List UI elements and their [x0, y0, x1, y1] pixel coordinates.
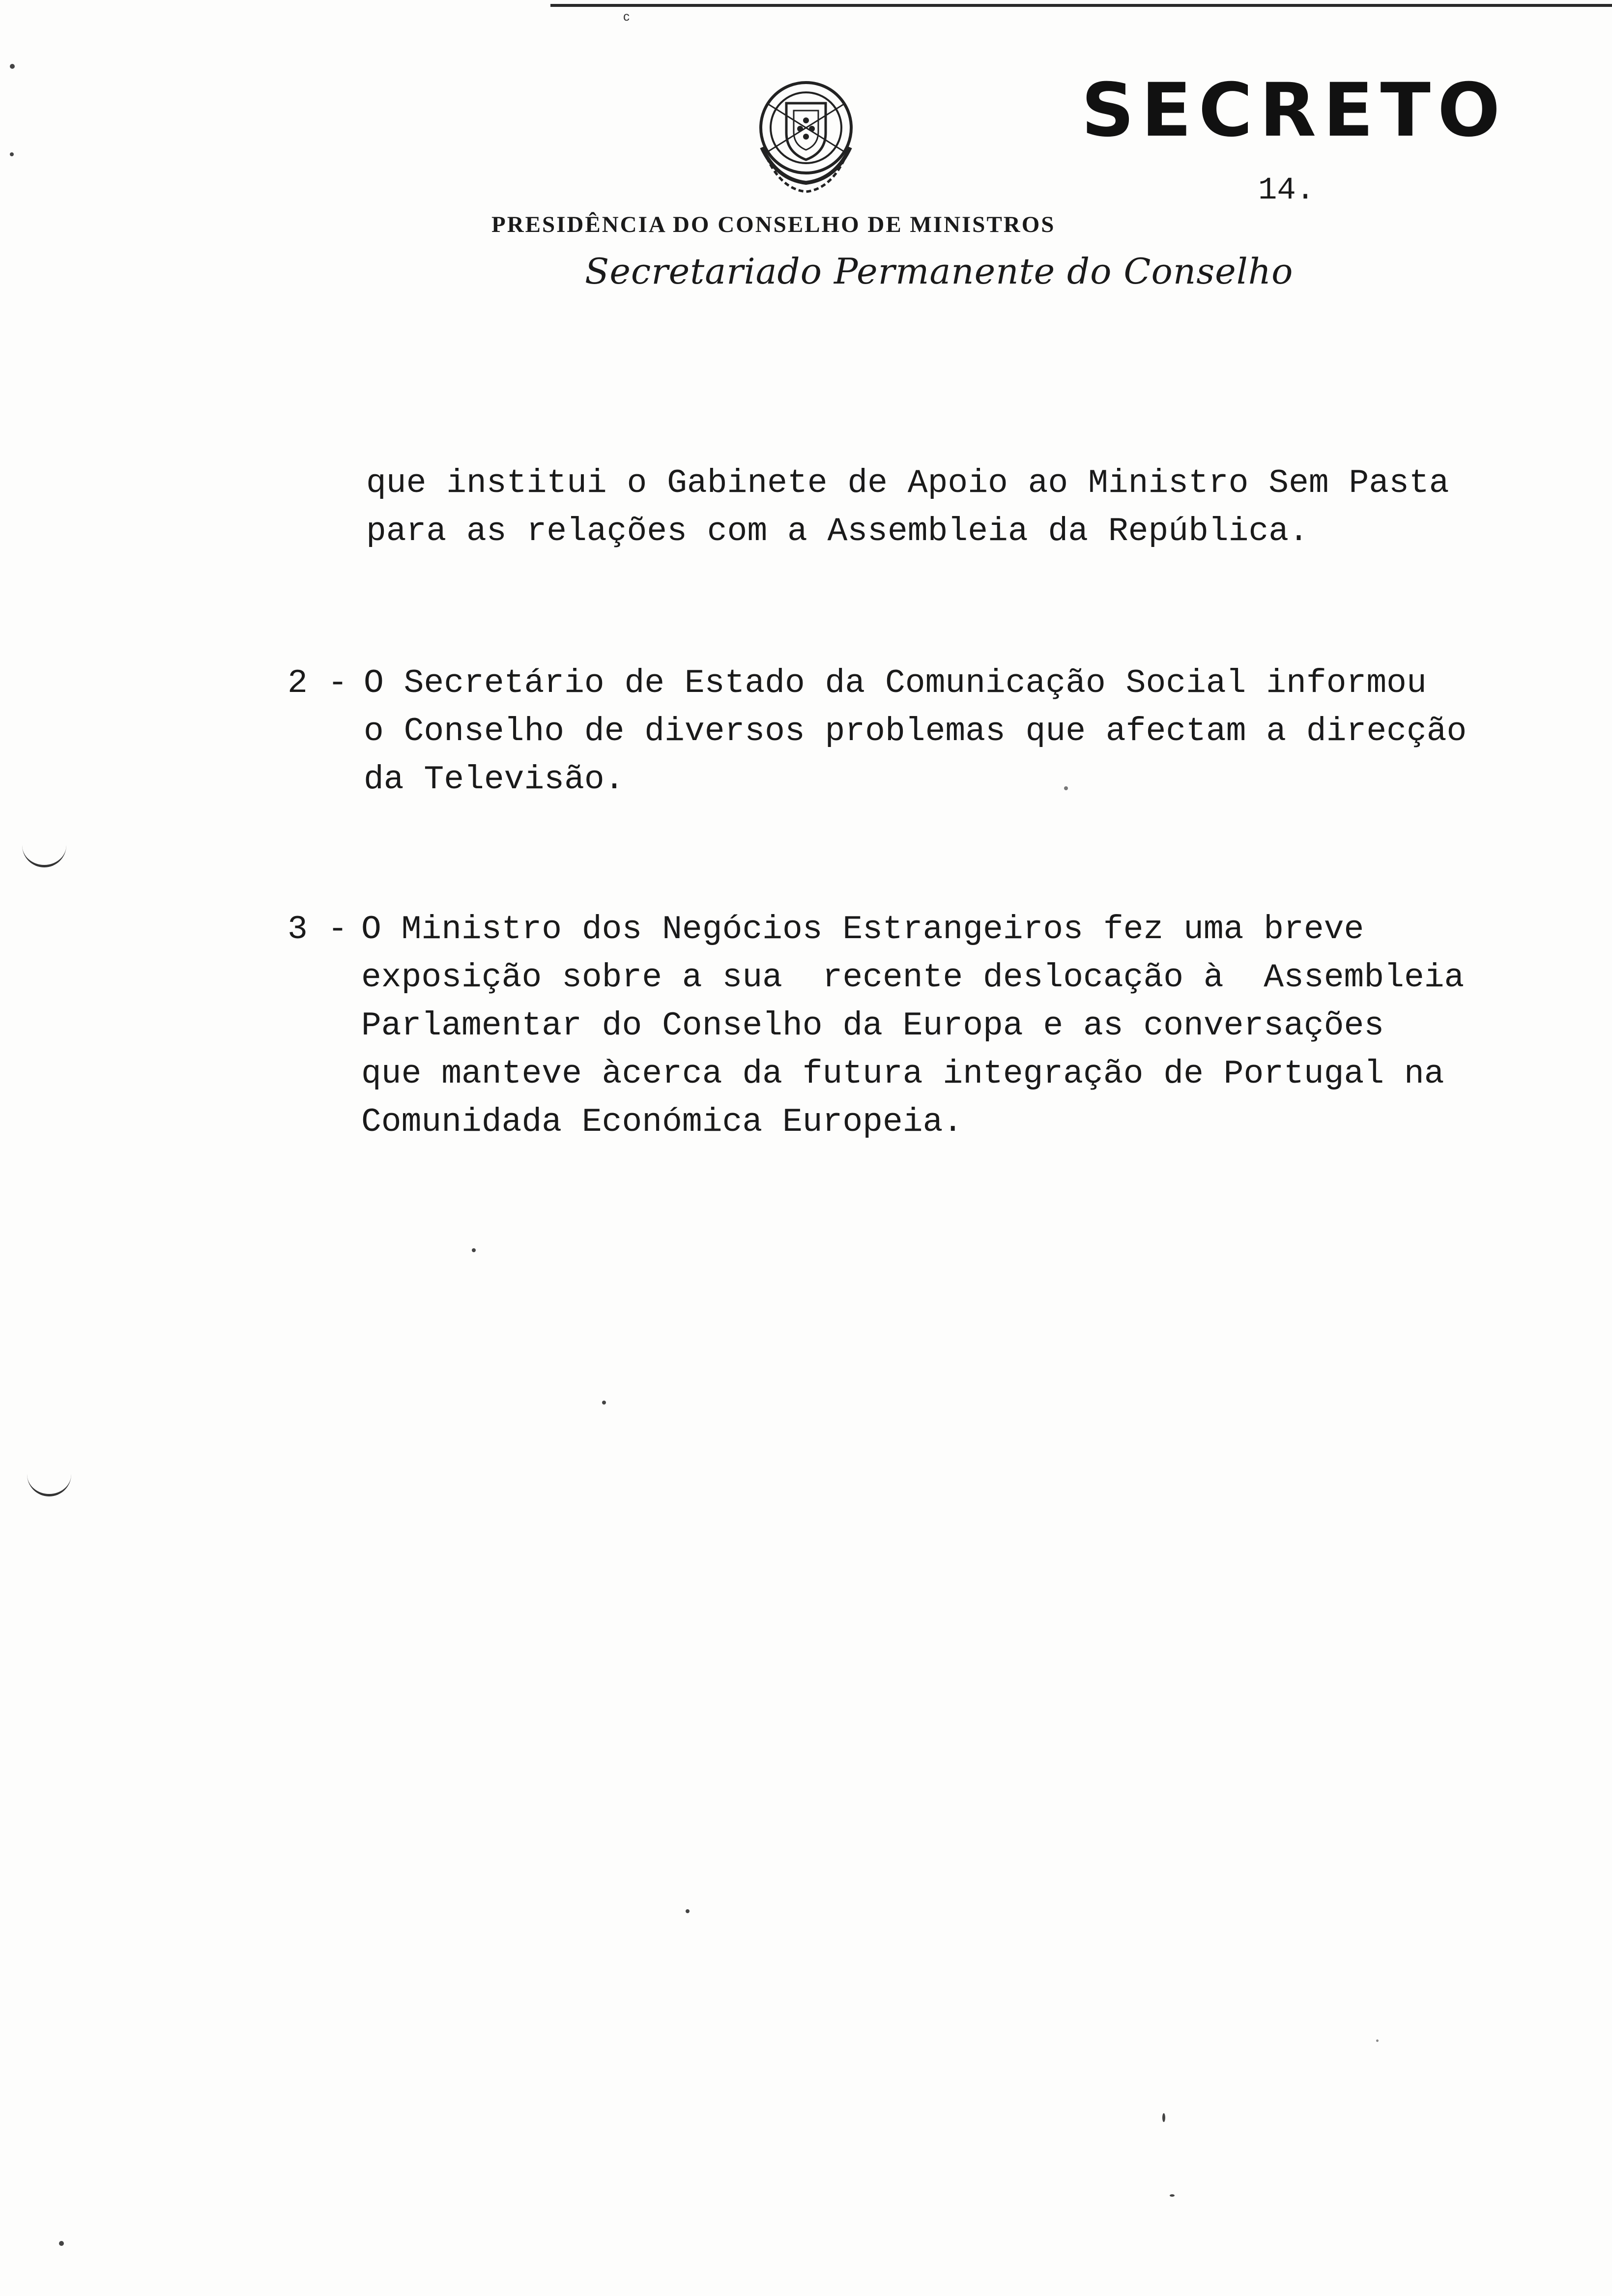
- institution-name: PRESIDÊNCIA DO CONSELHO DE MINISTROS: [491, 212, 1056, 237]
- scan-speck: [10, 152, 14, 156]
- item-line: exposição sobre a sua recente deslocação à Assembleia: [361, 959, 1465, 997]
- item-number: 3 -: [288, 911, 348, 948]
- scan-speck: [10, 64, 15, 69]
- coat-of-arms-icon: [747, 74, 865, 197]
- margin-mark: c: [623, 9, 630, 24]
- intro-line: para as relações com a Assembleia da República.: [366, 513, 1309, 550]
- scan-speck: [1376, 2039, 1379, 2042]
- item-line: Parlamentar do Conselho da Europa e as conversações: [361, 1007, 1384, 1045]
- item-line: o Conselho de diversos problemas que afectam a direcção: [364, 713, 1467, 750]
- item-line: O Secretário de Estado da Comunicação Social informou: [364, 664, 1427, 702]
- secret-stamp: SECRETO: [1081, 68, 1507, 153]
- scan-speck: [59, 2241, 64, 2246]
- scan-speck: [1064, 786, 1068, 790]
- item-line: da Televisão.: [364, 761, 625, 799]
- top-rule: [550, 4, 1612, 7]
- scan-speck: [686, 1909, 690, 1913]
- scan-speck: [602, 1401, 606, 1405]
- item-number: 2 -: [288, 664, 348, 702]
- page-number: 14.: [1258, 173, 1315, 208]
- binder-hole-mark: [22, 835, 66, 867]
- office-name: Secretariado Permanente do Conselho: [585, 251, 1294, 292]
- item-line: Comunidada Económica Europeia.: [361, 1103, 963, 1141]
- scan-speck: [1162, 2113, 1165, 2122]
- scan-speck: [472, 1248, 476, 1252]
- item-line: O Ministro dos Negócios Estrangeiros fez uma breve: [361, 911, 1364, 948]
- intro-line: que institui o Gabinete de Apoio ao Ministro Sem Pasta: [366, 464, 1449, 502]
- scan-speck: [1170, 2194, 1175, 2197]
- item-line: que manteve àcerca da futura integração de Portugal na: [361, 1055, 1444, 1093]
- binder-hole-mark: [27, 1464, 71, 1496]
